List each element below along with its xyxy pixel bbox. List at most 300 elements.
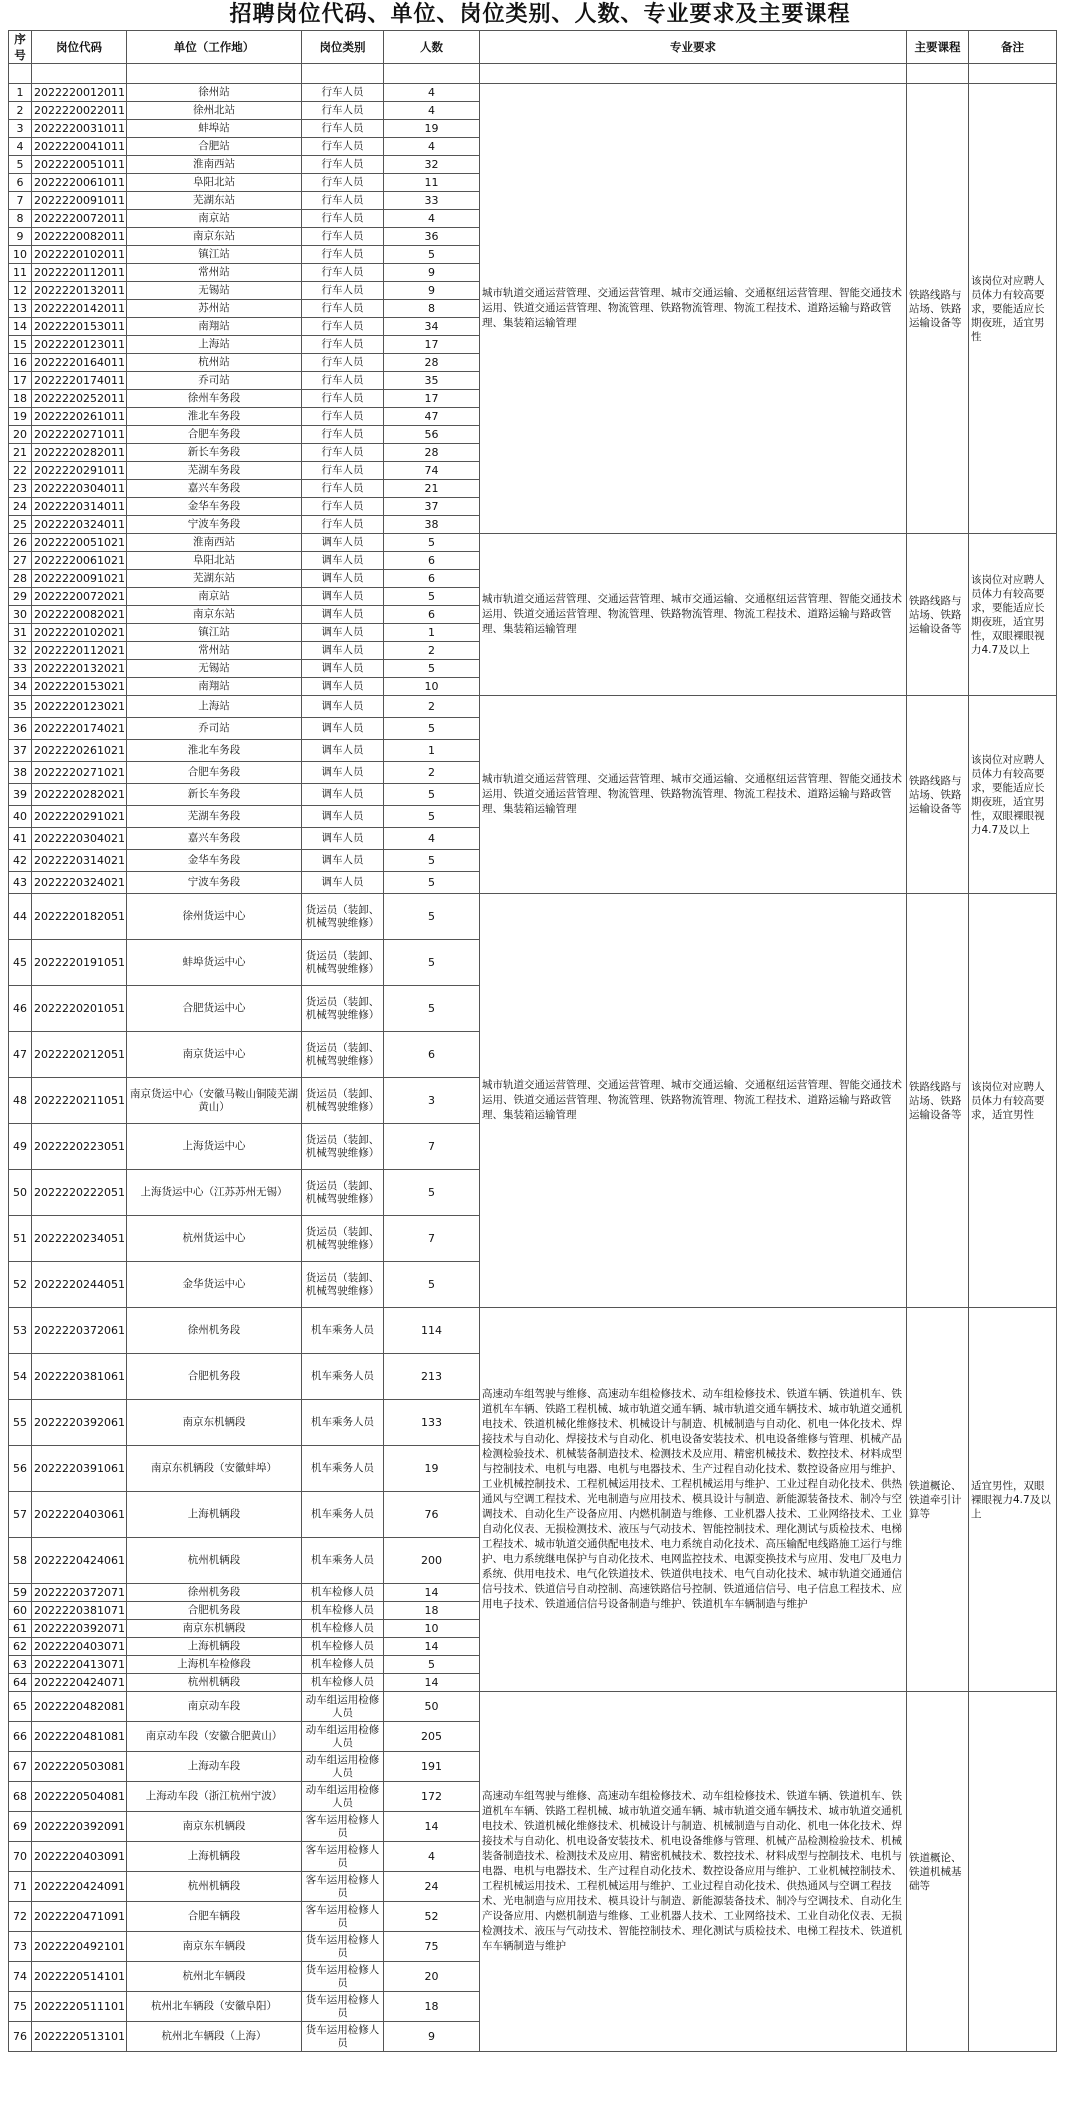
row-number: 20 [9, 426, 32, 444]
unit-name: 嘉兴车务段 [127, 828, 302, 850]
headcount: 114 [384, 1308, 480, 1354]
position-category: 货车运用检修人员 [302, 1932, 384, 1962]
unit-name: 上海机辆段 [127, 1842, 302, 1872]
headcount: 24 [384, 1872, 480, 1902]
position-code: 2022220153011 [32, 318, 127, 336]
position-code: 2022220304021 [32, 828, 127, 850]
row-number: 16 [9, 354, 32, 372]
position-category: 机车检修人员 [302, 1656, 384, 1674]
headcount: 9 [384, 282, 480, 300]
unit-name: 阜阳北站 [127, 552, 302, 570]
unit-name: 乔司站 [127, 372, 302, 390]
unit-name: 上海站 [127, 336, 302, 354]
row-number: 43 [9, 872, 32, 894]
headcount: 6 [384, 570, 480, 588]
position-code: 2022220142011 [32, 300, 127, 318]
headcount: 14 [384, 1674, 480, 1692]
headcount: 6 [384, 552, 480, 570]
position-code: 2022220201051 [32, 986, 127, 1032]
position-code: 2022220261021 [32, 740, 127, 762]
row-number: 71 [9, 1872, 32, 1902]
position-code: 2022220424071 [32, 1674, 127, 1692]
position-category: 货运员（装卸、机械驾驶维修） [302, 1032, 384, 1078]
row-number: 4 [9, 138, 32, 156]
remarks [969, 1692, 1057, 2052]
unit-name: 淮南西站 [127, 534, 302, 552]
position-code: 2022220372061 [32, 1308, 127, 1354]
major-requirements: 城市轨道交通运营管理、交通运营管理、城市交通运输、交通枢纽运营管理、智能交通技术运用、铁道交通运营管理、物流管理、铁路物流管理、物流工程技术、道路运输与路政管理、集装箱运输管理 [480, 894, 907, 1308]
unit-name: 合肥车务段 [127, 426, 302, 444]
headcount: 4 [384, 138, 480, 156]
position-category: 客车运用检修人员 [302, 1902, 384, 1932]
major-requirements: 城市轨道交通运营管理、交通运营管理、城市交通运输、交通枢纽运营管理、智能交通技术运用、铁道交通运营管理、物流管理、铁路物流管理、物流工程技术、道路运输与路政管理、集装箱运输管理 [480, 84, 907, 534]
header-row [9, 31, 1057, 64]
position-code: 2022220223051 [32, 1124, 127, 1170]
major-requirements: 高速动车组驾驶与维修、高速动车组检修技术、动车组检修技术、铁道车辆、铁道机车、铁道机车车辆、铁路工程机械、城市轨道交通车辆、城市轨道交通车辆技术、城市轨道交通机电技术、铁道机械化维修技术、机械设计与制造、机械制造与自动化、机电一体化技术、焊接技术与自动化、机电设备安装技术、机电设备维修与管理、机械产品检测检验技术、机械装备制造技术、检测技术及应用、精密机械技术、数控技术、材料成型与控制技术、电机与电器、电机与电器技术、生产过程自动化技术、数控设备应用与维护、工业机械控制技术、工程机械运用技术、工程机械运用与维护、工业过程自动化技术、供热通风与空调工程技术、光电制造与应用技术、模具设计与制造、新能源装备技术、制冷与空调技术、自动化生产设备应用、内燃机制造与维修、工业机器人技术、工业网络技术、工业自动化仪表、无损检测技术、液压与气动技术、智能控制技术、理化测试与质检技术、电梯工程技术、铁道机车车辆制造与维护 [480, 1692, 907, 2052]
position-code: 2022220514101 [32, 1962, 127, 1992]
unit-name: 淮北车务段 [127, 740, 302, 762]
headcount: 10 [384, 1620, 480, 1638]
position-category: 行车人员 [302, 264, 384, 282]
position-category: 机车检修人员 [302, 1638, 384, 1656]
table-body [9, 84, 1057, 2052]
row-number: 26 [9, 534, 32, 552]
headcount: 74 [384, 462, 480, 480]
unit-name: 阜阳北站 [127, 174, 302, 192]
row-number: 75 [9, 1992, 32, 2022]
position-code: 2022220482081 [32, 1692, 127, 1722]
position-category: 客车运用检修人员 [302, 1812, 384, 1842]
unit-name: 宁波车务段 [127, 872, 302, 894]
main-courses: 铁道概论、铁道牵引计算等 [907, 1308, 969, 1692]
position-category: 货运员（装卸、机械驾驶维修） [302, 1262, 384, 1308]
row-number: 34 [9, 678, 32, 696]
position-category: 货运员（装卸、机械驾驶维修） [302, 1216, 384, 1262]
unit-name: 杭州北车辆段 [127, 1962, 302, 1992]
headcount: 35 [384, 372, 480, 390]
headcount: 11 [384, 174, 480, 192]
row-number: 19 [9, 408, 32, 426]
position-code: 2022220174011 [32, 372, 127, 390]
position-code: 2022220413071 [32, 1656, 127, 1674]
unit-name: 南京站 [127, 210, 302, 228]
row-number: 64 [9, 1674, 32, 1692]
unit-name: 合肥车务段 [127, 762, 302, 784]
position-code: 2022220324011 [32, 516, 127, 534]
row-number: 35 [9, 696, 32, 718]
row-number: 44 [9, 894, 32, 940]
row-number: 42 [9, 850, 32, 872]
position-category: 机车检修人员 [302, 1674, 384, 1692]
unit-name: 徐州站 [127, 84, 302, 102]
headcount: 50 [384, 1692, 480, 1722]
main-courses: 铁路线路与站场、铁路运输设备等 [907, 894, 969, 1308]
position-category: 行车人员 [302, 120, 384, 138]
headcount: 4 [384, 102, 480, 120]
headcount: 4 [384, 210, 480, 228]
unit-name: 上海机辆段 [127, 1638, 302, 1656]
position-category: 动车组运用检修人员 [302, 1692, 384, 1722]
row-number: 52 [9, 1262, 32, 1308]
position-code: 2022220503081 [32, 1752, 127, 1782]
position-code: 2022220492101 [32, 1932, 127, 1962]
position-category: 行车人员 [302, 354, 384, 372]
position-category: 动车组运用检修人员 [302, 1722, 384, 1752]
unit-name: 上海站 [127, 696, 302, 718]
row-number: 14 [9, 318, 32, 336]
remarks: 该岗位对应聘人员体力有较高要求，要能适应长期夜班，适宜男性 [969, 84, 1057, 534]
unit-name: 杭州机辆段 [127, 1538, 302, 1584]
headcount: 5 [384, 872, 480, 894]
position-code: 2022220091011 [32, 192, 127, 210]
position-category: 机车乘务人员 [302, 1354, 384, 1400]
position-category: 客车运用检修人员 [302, 1872, 384, 1902]
headcount: 3 [384, 1078, 480, 1124]
unit-name: 杭州站 [127, 354, 302, 372]
remarks: 该岗位对应聘人员体力有较高要求，要能适应长期夜班，适宜男性，双眼裸眼视力4.7及以上 [969, 534, 1057, 696]
position-category: 行车人员 [302, 462, 384, 480]
position-code: 2022220112011 [32, 264, 127, 282]
position-category: 货车运用检修人员 [302, 1992, 384, 2022]
unit-name: 南京东机辆段 [127, 1400, 302, 1446]
headcount: 36 [384, 228, 480, 246]
unit-name: 无锡站 [127, 660, 302, 678]
position-code: 2022220072021 [32, 588, 127, 606]
unit-name: 芜湖车务段 [127, 462, 302, 480]
row-number: 57 [9, 1492, 32, 1538]
unit-name: 上海货运中心 [127, 1124, 302, 1170]
position-code: 2022220271011 [32, 426, 127, 444]
row-number: 65 [9, 1692, 32, 1722]
position-code: 2022220381061 [32, 1354, 127, 1400]
row-number: 58 [9, 1538, 32, 1584]
row-number: 73 [9, 1932, 32, 1962]
position-code: 2022220282011 [32, 444, 127, 462]
row-number: 72 [9, 1902, 32, 1932]
row-number: 54 [9, 1354, 32, 1400]
headcount: 5 [384, 534, 480, 552]
unit-name: 上海货运中心（江苏苏州无锡） [127, 1170, 302, 1216]
position-category: 行车人员 [302, 318, 384, 336]
row-number: 24 [9, 498, 32, 516]
row-number: 27 [9, 552, 32, 570]
position-code: 2022220041011 [32, 138, 127, 156]
page-title: 招聘岗位代码、单位、岗位类别、人数、专业要求及主要课程 [229, 2, 851, 27]
major-requirements: 城市轨道交通运营管理、交通运营管理、城市交通运输、交通枢纽运营管理、智能交通技术运用、铁道交通运营管理、物流管理、铁路物流管理、物流工程技术、道路运输与路政管理、集装箱运输管理 [480, 696, 907, 894]
table-row [9, 894, 1057, 940]
unit-name: 淮南西站 [127, 156, 302, 174]
unit-name: 芜湖东站 [127, 192, 302, 210]
headcount: 172 [384, 1782, 480, 1812]
position-code: 2022220082011 [32, 228, 127, 246]
row-number: 47 [9, 1032, 32, 1078]
position-code: 2022220424061 [32, 1538, 127, 1584]
header-category: 岗位类别 [302, 31, 384, 64]
position-category: 调车人员 [302, 784, 384, 806]
position-code: 2022220132011 [32, 282, 127, 300]
row-number: 18 [9, 390, 32, 408]
unit-name: 南翔站 [127, 678, 302, 696]
position-code: 2022220153021 [32, 678, 127, 696]
remarks: 该岗位对应聘人员体力有较高要求，适宜男性 [969, 894, 1057, 1308]
position-category: 调车人员 [302, 588, 384, 606]
headcount: 5 [384, 784, 480, 806]
unit-name: 无锡站 [127, 282, 302, 300]
position-category: 调车人员 [302, 606, 384, 624]
row-number: 32 [9, 642, 32, 660]
position-category: 调车人员 [302, 678, 384, 696]
header-code: 岗位代码 [32, 31, 127, 64]
row-number: 11 [9, 264, 32, 282]
unit-name: 南京东机辆段 [127, 1620, 302, 1638]
position-category: 行车人员 [302, 390, 384, 408]
position-code: 2022220291021 [32, 806, 127, 828]
position-category: 机车检修人员 [302, 1620, 384, 1638]
headcount: 5 [384, 246, 480, 264]
row-number: 30 [9, 606, 32, 624]
position-code: 2022220282021 [32, 784, 127, 806]
position-code: 2022220123021 [32, 696, 127, 718]
headcount: 5 [384, 986, 480, 1032]
headcount: 2 [384, 696, 480, 718]
headcount: 18 [384, 1602, 480, 1620]
headcount: 76 [384, 1492, 480, 1538]
headcount: 5 [384, 806, 480, 828]
position-category: 货运员（装卸、机械驾驶维修） [302, 894, 384, 940]
headcount: 4 [384, 1842, 480, 1872]
row-number: 39 [9, 784, 32, 806]
position-code: 2022220234051 [32, 1216, 127, 1262]
row-number: 62 [9, 1638, 32, 1656]
unit-name: 嘉兴车务段 [127, 480, 302, 498]
headcount: 5 [384, 1262, 480, 1308]
blank-row [9, 64, 1057, 84]
row-number: 53 [9, 1308, 32, 1354]
position-category: 机车乘务人员 [302, 1308, 384, 1354]
position-category: 客车运用检修人员 [302, 1842, 384, 1872]
row-number: 36 [9, 718, 32, 740]
position-code: 2022220471091 [32, 1902, 127, 1932]
position-code: 2022220392091 [32, 1812, 127, 1842]
header-unit: 单位（工作地） [127, 31, 302, 64]
row-number: 17 [9, 372, 32, 390]
position-category: 货车运用检修人员 [302, 1962, 384, 1992]
position-category: 行车人员 [302, 84, 384, 102]
position-code: 2022220403061 [32, 1492, 127, 1538]
position-category: 行车人员 [302, 174, 384, 192]
position-code: 2022220182051 [32, 894, 127, 940]
row-number: 33 [9, 660, 32, 678]
unit-name: 杭州机辆段 [127, 1872, 302, 1902]
position-code: 2022220372071 [32, 1584, 127, 1602]
headcount: 14 [384, 1584, 480, 1602]
row-number: 40 [9, 806, 32, 828]
row-number: 63 [9, 1656, 32, 1674]
unit-name: 杭州机辆段 [127, 1674, 302, 1692]
recruitment-table [8, 30, 1057, 2052]
headcount: 28 [384, 354, 480, 372]
position-category: 调车人员 [302, 850, 384, 872]
position-category: 调车人员 [302, 570, 384, 588]
headcount: 5 [384, 588, 480, 606]
position-code: 2022220164011 [32, 354, 127, 372]
headcount: 1 [384, 624, 480, 642]
position-category: 行车人员 [302, 210, 384, 228]
row-number: 37 [9, 740, 32, 762]
unit-name: 上海机辆段 [127, 1492, 302, 1538]
position-category: 调车人员 [302, 872, 384, 894]
headcount: 14 [384, 1638, 480, 1656]
headcount: 19 [384, 120, 480, 138]
main-courses: 铁路线路与站场、铁路运输设备等 [907, 534, 969, 696]
position-category: 机车检修人员 [302, 1584, 384, 1602]
position-code: 2022220191051 [32, 940, 127, 986]
position-code: 2022220102011 [32, 246, 127, 264]
row-number: 1 [9, 84, 32, 102]
position-category: 行车人员 [302, 246, 384, 264]
headcount: 18 [384, 1992, 480, 2022]
row-number: 15 [9, 336, 32, 354]
position-category: 行车人员 [302, 228, 384, 246]
headcount: 5 [384, 894, 480, 940]
position-category: 调车人员 [302, 642, 384, 660]
position-category: 行车人员 [302, 138, 384, 156]
row-number: 56 [9, 1446, 32, 1492]
position-code: 2022220324021 [32, 872, 127, 894]
row-number: 5 [9, 156, 32, 174]
headcount: 8 [384, 300, 480, 318]
position-code: 2022220314011 [32, 498, 127, 516]
headcount: 17 [384, 390, 480, 408]
headcount: 33 [384, 192, 480, 210]
row-number: 50 [9, 1170, 32, 1216]
unit-name: 苏州站 [127, 300, 302, 318]
unit-name: 常州站 [127, 642, 302, 660]
main-courses: 铁路线路与站场、铁路运输设备等 [907, 696, 969, 894]
headcount: 10 [384, 678, 480, 696]
position-code: 2022220381071 [32, 1602, 127, 1620]
position-category: 行车人员 [302, 102, 384, 120]
row-number: 74 [9, 1962, 32, 1992]
position-category: 货运员（装卸、机械驾驶维修） [302, 940, 384, 986]
position-code: 2022220211051 [32, 1078, 127, 1124]
row-number: 45 [9, 940, 32, 986]
header-course: 主要课程 [907, 31, 969, 64]
position-category: 调车人员 [302, 762, 384, 784]
position-code: 2022220091021 [32, 570, 127, 588]
row-number: 13 [9, 300, 32, 318]
row-number: 68 [9, 1782, 32, 1812]
row-number: 12 [9, 282, 32, 300]
position-code: 2022220403091 [32, 1842, 127, 1872]
position-category: 货运员（装卸、机械驾驶维修） [302, 986, 384, 1032]
headcount: 47 [384, 408, 480, 426]
headcount: 133 [384, 1400, 480, 1446]
unit-name: 南京动车段 [127, 1692, 302, 1722]
row-number: 59 [9, 1584, 32, 1602]
headcount: 6 [384, 1032, 480, 1078]
position-category: 机车乘务人员 [302, 1492, 384, 1538]
headcount: 213 [384, 1354, 480, 1400]
headcount: 20 [384, 1962, 480, 1992]
position-code: 2022220481081 [32, 1722, 127, 1752]
headcount: 17 [384, 336, 480, 354]
position-category: 调车人员 [302, 552, 384, 570]
position-code: 2022220291011 [32, 462, 127, 480]
remarks: 适宜男性，双眼裸眼视力4.7及以上 [969, 1308, 1057, 1692]
headcount: 4 [384, 84, 480, 102]
headcount: 32 [384, 156, 480, 174]
position-code: 2022220314021 [32, 850, 127, 872]
unit-name: 南京东站 [127, 606, 302, 624]
position-category: 货运员（装卸、机械驾驶维修） [302, 1124, 384, 1170]
table-row [9, 1692, 1057, 1722]
position-code: 2022220051021 [32, 534, 127, 552]
position-category: 调车人员 [302, 740, 384, 762]
headcount: 5 [384, 718, 480, 740]
position-code: 2022220513101 [32, 2022, 127, 2052]
row-number: 67 [9, 1752, 32, 1782]
position-category: 行车人员 [302, 300, 384, 318]
position-code: 2022220392071 [32, 1620, 127, 1638]
unit-name: 合肥货运中心 [127, 986, 302, 1032]
row-number: 61 [9, 1620, 32, 1638]
position-code: 2022220061011 [32, 174, 127, 192]
position-code: 2022220112021 [32, 642, 127, 660]
position-code: 2022220244051 [32, 1262, 127, 1308]
headcount: 21 [384, 480, 480, 498]
row-number: 9 [9, 228, 32, 246]
unit-name: 金华货运中心 [127, 1262, 302, 1308]
position-code: 2022220022011 [32, 102, 127, 120]
position-code: 2022220132021 [32, 660, 127, 678]
headcount: 5 [384, 1656, 480, 1674]
position-category: 行车人员 [302, 156, 384, 174]
position-code: 2022220391061 [32, 1446, 127, 1492]
position-code: 2022220511101 [32, 1992, 127, 2022]
position-code: 2022220174021 [32, 718, 127, 740]
row-number: 69 [9, 1812, 32, 1842]
header-count: 人数 [384, 31, 480, 64]
row-number: 70 [9, 1842, 32, 1872]
row-number: 7 [9, 192, 32, 210]
position-code: 2022220252011 [32, 390, 127, 408]
headcount: 9 [384, 264, 480, 282]
row-number: 76 [9, 2022, 32, 2052]
headcount: 34 [384, 318, 480, 336]
position-code: 2022220392061 [32, 1400, 127, 1446]
unit-name: 芜湖东站 [127, 570, 302, 588]
position-code: 2022220072011 [32, 210, 127, 228]
remarks: 该岗位对应聘人员体力有较高要求，要能适应长期夜班，适宜男性，双眼裸眼视力4.7及以上 [969, 696, 1057, 894]
position-code: 2022220051011 [32, 156, 127, 174]
position-code: 2022220403071 [32, 1638, 127, 1656]
major-requirements: 城市轨道交通运营管理、交通运营管理、城市交通运输、交通枢纽运营管理、智能交通技术运用、铁道交通运营管理、物流管理、铁路物流管理、物流工程技术、道路运输与路政管理、集装箱运输管理 [480, 534, 907, 696]
unit-name: 上海动车段 [127, 1752, 302, 1782]
position-code: 2022220504081 [32, 1782, 127, 1812]
position-category: 调车人员 [302, 828, 384, 850]
position-category: 行车人员 [302, 498, 384, 516]
row-number: 8 [9, 210, 32, 228]
position-code: 2022220424091 [32, 1872, 127, 1902]
header-major: 专业要求 [480, 31, 907, 64]
unit-name: 镇江站 [127, 624, 302, 642]
unit-name: 徐州货运中心 [127, 894, 302, 940]
unit-name: 上海机车检修段 [127, 1656, 302, 1674]
unit-name: 新长车务段 [127, 784, 302, 806]
row-number: 21 [9, 444, 32, 462]
row-number: 3 [9, 120, 32, 138]
